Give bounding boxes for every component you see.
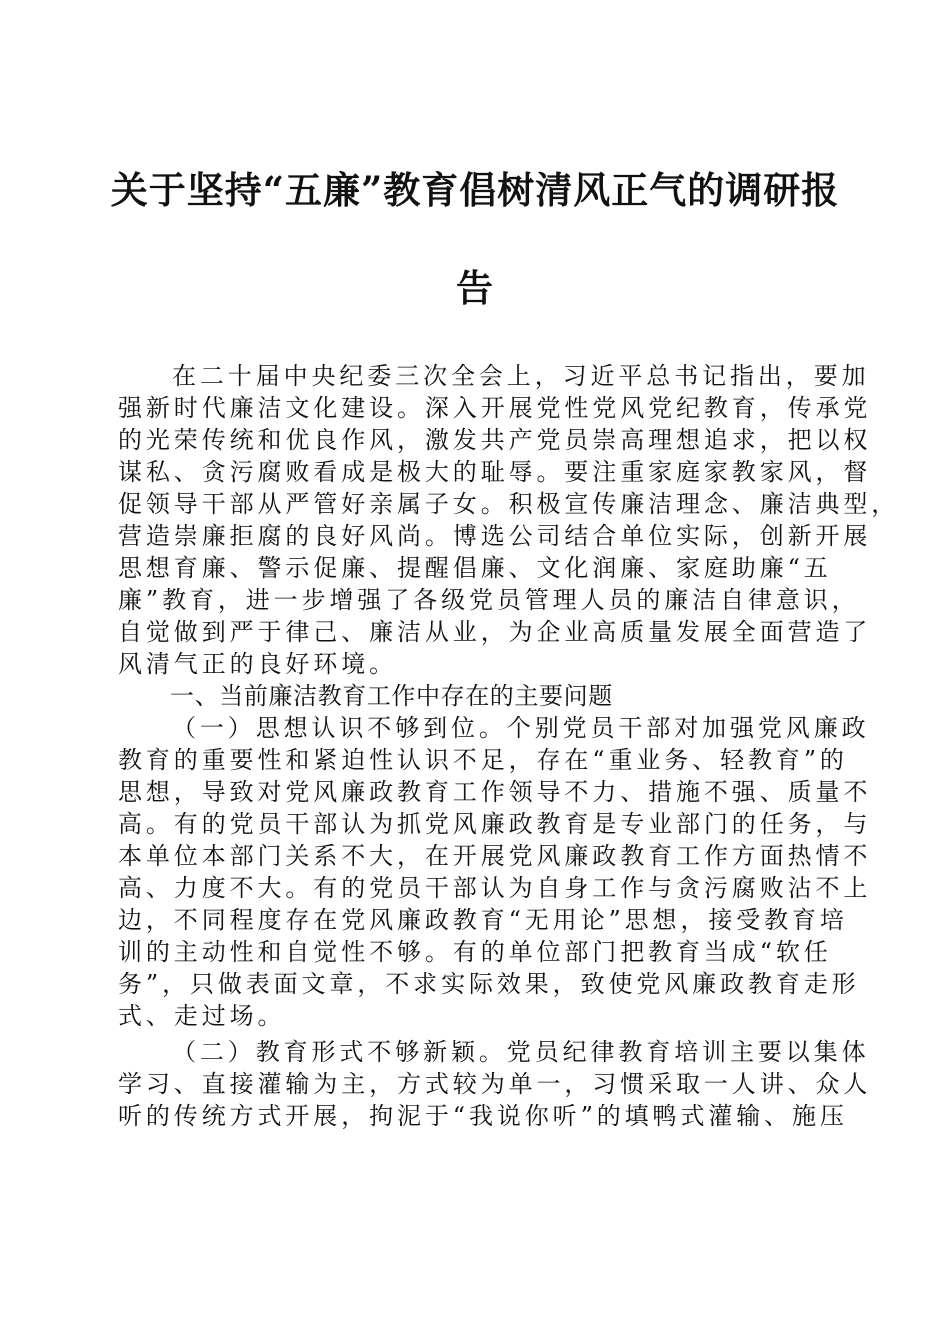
paragraph-line: 训的主动性和自觉性不够。有的单位部门把教育当成“软任 — [118, 938, 832, 966]
paragraph-line: 思想育廉、警示促廉、提醒倡廉、文化润廉、家庭助廉“五 — [118, 554, 832, 582]
paragraph-line: 强新时代廉洁文化建设。深入开展党性党风党纪教育，传承党 — [118, 394, 872, 422]
paragraph-line: 本单位本部门关系不大，在开展党风廉政教育工作方面热情不 — [118, 842, 872, 870]
intro-paragraph — [118, 360, 900, 680]
paragraph-line: 的光荣传统和优良作风，激发共产党员崇高理想追求，把以权 — [118, 426, 872, 454]
paragraph-line: （二）教育形式不够新颖。党员纪律教育培训主要以集体 — [172, 1038, 870, 1066]
paragraph-line: 务”，只做表面文章，不求实际效果，致使党风廉政教育走形 — [118, 970, 860, 998]
paragraph-line: 促领导干部从严管好亲属子女。积极宣传廉洁理念、廉洁典型， — [118, 490, 900, 518]
paragraph-line: 廉”教育，进一步增强了各级党员管理人员的廉洁自律意识， — [118, 586, 860, 614]
paragraph-line: 在二十届中央纪委三次全会上，习近平总书记指出，要加 — [172, 362, 870, 390]
paragraph-line: 式、走过场。 — [118, 1002, 286, 1030]
paragraph-line: （一）思想认识不够到位。个别党员干部对加强党风廉政 — [172, 714, 870, 742]
paragraph-line: 学习、直接灌输为主，方式较为单一，习惯采取一人讲、众人 — [118, 1070, 872, 1098]
section-heading: 一、当前廉洁教育工作中存在的主要问题 — [170, 682, 613, 710]
paragraph-line: 教育的重要性和紧迫性认识不足，存在“重业务、轻教育”的 — [118, 746, 848, 774]
subsection-2-paragraph — [118, 1036, 872, 1132]
document-title-line-2: 告 — [456, 266, 494, 310]
paragraph-line: 营造崇廉拒腐的良好风尚。博选公司结合单位实际，创新开展 — [118, 522, 872, 550]
paragraph-line: 思想，导致对党风廉政教育工作领导不力、措施不强、质量不 — [118, 778, 872, 806]
paragraph-line: 自觉做到严于律己、廉洁从业，为企业高质量发展全面营造了 — [118, 618, 872, 646]
paragraph-line: 风清气正的良好环境。 — [118, 650, 397, 678]
paragraph-line: 高。有的党员干部认为抓党风廉政教育是专业部门的任务，与 — [118, 810, 872, 838]
paragraph-line: 听的传统方式开展，拘泥于“我说你听”的填鸭式灌输、施压 — [118, 1102, 848, 1130]
paragraph-line: 高、力度不大。有的党员干部认为自身工作与贪污腐败沾不上 — [118, 874, 872, 902]
document-title-line-1: 关于坚持“五廉”教育倡树清风正气的调研报 — [110, 168, 840, 212]
paragraph-line: 谋私、贪污腐败看成是极大的耻辱。要注重家庭家教家风，督 — [118, 458, 872, 486]
paragraph-line: 边，不同程度存在党风廉政教育“无用论”思想，接受教育培 — [118, 906, 848, 934]
subsection-1-paragraph — [118, 712, 872, 1032]
document-body — [118, 360, 900, 1132]
